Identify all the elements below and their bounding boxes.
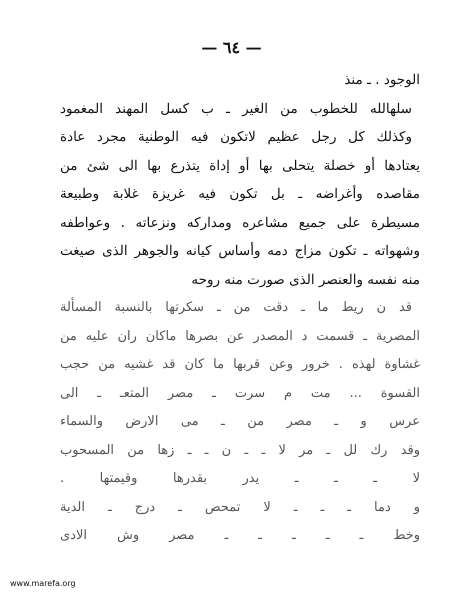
- text-line: منه نفسه والعنصر الذى صورت منه روحه: [191, 271, 420, 288]
- watermark-url: www.marefa.org: [10, 579, 76, 588]
- text-line: وكذلك كل رجل عظيم لاتكون فيه الوطنية مجرد عادة: [60, 129, 412, 145]
- text-line: غشاوة لهذه . خرور وعن قربها ما كان قد غشيه من حجب: [60, 357, 420, 372]
- text-line: لا ـ ـ ـ يدر بقدرها وقيمتها .: [60, 471, 420, 486]
- text-line: مسيطرة على جميع مشاعره ومداركه ونزعاته . وعواطفه: [60, 214, 420, 231]
- text-line: المصرية ـ قسمت د المصدر عن بصرها ماكان ران عليه من: [60, 328, 420, 344]
- text-line: عرس و ـ مصر من ـ مى الارض والسماء: [60, 414, 420, 429]
- page-number: — ٦٤ —: [201, 38, 262, 57]
- text-line: يعتادها أو خصلة يتحلى بها أو إداة يتذرع بها الى شئ من: [60, 157, 420, 174]
- text-line: وقد رك لل ـ مر لا ـ ـ ن ـ ـ زها من المسحوب: [60, 442, 420, 458]
- text-line: وخط ـ ـ ـ ـ ـ مصر وش الادى: [60, 528, 420, 543]
- text-line: قد ن ريط ما ـ دقت من ـ سكرتها بالنسبة المسألة: [60, 300, 412, 315]
- text-line: وشهواته ـ تكون مزاج دمه وأساس كيانه والجوهر الذى صيغت: [60, 243, 420, 259]
- text-line: سلهالله للخطوب من الغير ـ ب كسل المهند المغمود: [60, 100, 412, 117]
- body-text: [60, 66, 420, 551]
- text-line: الوجود . ـ منذ: [344, 72, 420, 88]
- text-line: و دما ـ ـ ـ لا تمحص ـ درج ـ الدية: [60, 499, 420, 515]
- text-line: مقاصده وأغراضه ـ بل تكون فيه غريزة غلابة وطبيعة: [60, 186, 420, 202]
- text-line: القسوة ... مت م سرت ـ مصر المتعـ ـ الى: [60, 385, 420, 401]
